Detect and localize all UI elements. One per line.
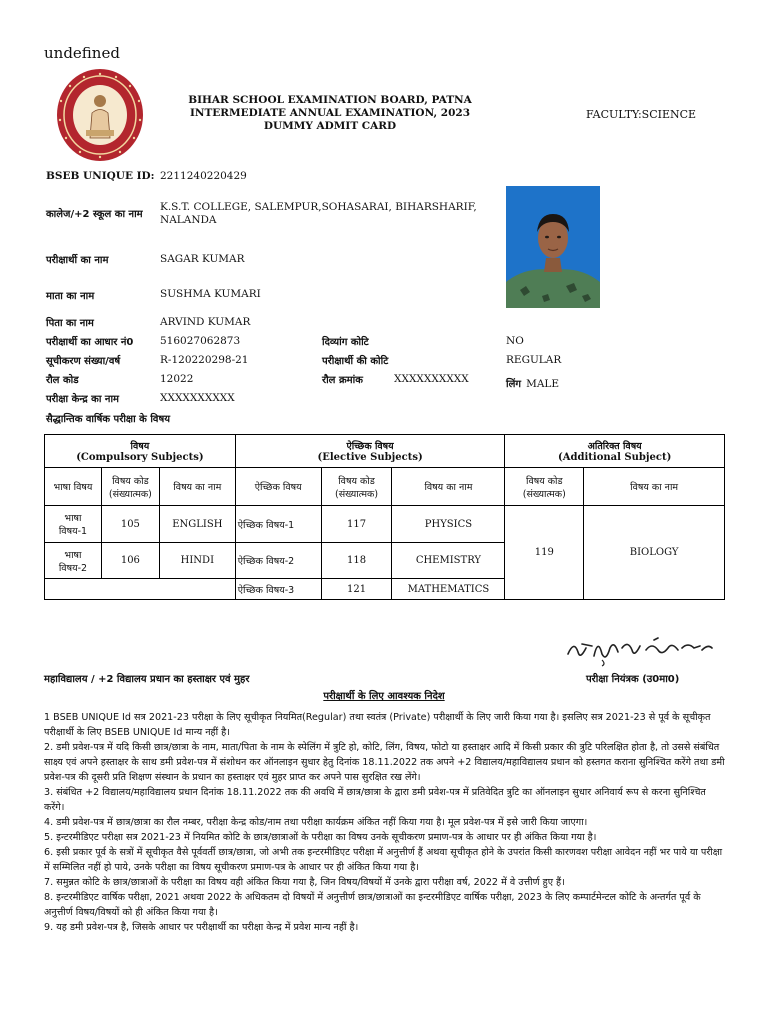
instruction-item: 6. इसी प्रकार पूर्व के सत्रों में सूचीकृत वैसे पूर्ववर्ती छात्र/छात्रा, जो अभी तक इन्टरमीडिएट परीक्षा में अनुत्तीर्ण हैं अथवा सूचीकृत होने के उपरांत किसी कारणवश परीक्षा आवेदन नहीं भर पाये या परीक्षा में सम्मिलित नहीं हो पाये, उनके परीक्षा का विषय सूचीकरण प्रमाण-पत्र के आधार पर ही अंकित किया गया है। bbox=[44, 847, 723, 873]
col-name-elective: विषय का नाम bbox=[392, 468, 505, 506]
instruction-item: 4. डमी प्रवेश-पत्र में छात्र/छात्रा का रौल नम्बर, परीक्षा केन्द्र कोड/नाम तथा परीक्षा कार्यक्रम अंकित नहीं किया गया है। मूल प्रवेश-पत्र में इसे जारी किया जाएगा। bbox=[44, 817, 588, 828]
instruction-item: 5. इन्टरमीडिएट परीक्षा सत्र 2021-23 में नियमित कोटि के छात्र/छात्राओं के परीक्षा का विषय उनके सूचीकरण प्रमाण-पत्र के आधार पर ही अंकित किया गया है। bbox=[44, 832, 597, 843]
candidate-name-label: परीक्षार्थी का नाम bbox=[46, 255, 109, 266]
elective-header-english: (Elective Subjects) bbox=[317, 452, 423, 463]
bseb-logo-seal bbox=[56, 68, 144, 162]
col-code-additional bbox=[505, 468, 584, 506]
col-code-line1: विषय कोड bbox=[338, 475, 375, 487]
disability-value: NO bbox=[506, 335, 524, 347]
college-line-1: K.S.T. COLLEGE, SALEMPUR,SOHASARAI, BIHARSHARIF, bbox=[160, 201, 477, 213]
theory-subjects-heading: सैद्धान्तिक वार्षिक परीक्षा के विषय bbox=[46, 414, 171, 425]
principal-signature-caption: महाविद्यालय / +2 विद्यालय प्रधान का हस्ताक्षर एवं मुहर bbox=[44, 674, 250, 685]
col-code-line1: विषय कोड bbox=[526, 475, 563, 487]
aadhaar-label: परीक्षार्थी का आधार नं0 bbox=[46, 337, 134, 348]
elective-subject-1-label: ऐच्छिक विषय-1 bbox=[235, 506, 321, 543]
unique-id-value: 2211240220429 bbox=[160, 170, 247, 182]
unique-id-label: BSEB UNIQUE ID: bbox=[46, 170, 155, 182]
elective-subject-1-name: PHYSICS bbox=[392, 506, 505, 543]
mother-name-label: माता का नाम bbox=[46, 291, 95, 302]
college-line-2: NALANDA bbox=[160, 214, 217, 226]
compulsory-header-hindi: विषय bbox=[130, 441, 150, 452]
gender-label: लिंग bbox=[506, 379, 521, 390]
instruction-item: 9. यह डमी प्रवेश-पत्र है, जिसके आधार पर परीक्षार्थी का परीक्षा केन्द्र में प्रवेश मान्य नहीं है। bbox=[44, 922, 359, 933]
col-code-elective bbox=[321, 468, 392, 506]
gender-field bbox=[506, 372, 559, 391]
college-value bbox=[160, 201, 477, 227]
disability-label: दिव्यांग कोटि bbox=[322, 337, 369, 348]
lang1-line1: भाषा bbox=[64, 513, 82, 524]
lang1-line2: विषय-1 bbox=[58, 526, 88, 537]
registration-label: सूचीकरण संख्या/वर्ष bbox=[46, 356, 121, 367]
col-code-line2: (संख्यात्मक) bbox=[522, 488, 566, 500]
top-text: undefined bbox=[44, 44, 120, 62]
instruction-item: 3. संबंधित +2 विद्यालय/महाविद्यालय प्रधान दिनांक 18.11.2022 तक की अवधि में छात्र/छात्रा के द्वारा डमी प्रवेश-पत्र में प्रतिवेदित त्रुटि का ऑनलाइन सुधार अनिवार्य रूप से करना सुनिश्चित करेंगे। bbox=[44, 787, 706, 813]
table-column-header-row bbox=[45, 468, 725, 506]
elective-subject-2-name: CHEMISTRY bbox=[392, 543, 505, 579]
table-row bbox=[45, 506, 725, 543]
subjects-table bbox=[44, 434, 725, 600]
category-value: REGULAR bbox=[506, 354, 562, 366]
header-exam-name: INTERMEDIATE ANNUAL EXAMINATION, 2023 bbox=[189, 107, 471, 119]
language-subject-2-label bbox=[45, 543, 102, 579]
roll-number-label: रौल क्रमांक bbox=[322, 375, 363, 386]
lang2-line1: भाषा bbox=[64, 549, 82, 561]
aadhaar-value: 516027062873 bbox=[160, 335, 241, 347]
additional-group-header bbox=[505, 435, 725, 468]
faculty: FACULTY:SCIENCE bbox=[586, 108, 697, 121]
mother-name-value: SUSHMA KUMARI bbox=[160, 288, 261, 300]
instructions-list bbox=[44, 710, 729, 935]
additional-header-english: (Additional Subject) bbox=[558, 452, 672, 463]
col-code-line1: विषय कोड bbox=[112, 475, 149, 487]
controller-caption: परीक्षा नियंत्रक (उ0मा0) bbox=[586, 674, 680, 685]
language-subject-2-name: HINDI bbox=[159, 543, 235, 579]
col-code-line2: (संख्यात्मक) bbox=[335, 488, 379, 500]
controller-signature bbox=[562, 634, 722, 668]
table-group-header-row bbox=[45, 435, 725, 468]
instruction-item: 2. डमी प्रवेश-पत्र में यदि किसी छात्र/छात्रा के नाम, माता/पिता के नाम के स्पेलिंग में त्रुटि हो, कोटि, लिंग, विषय, फोटो या हस्ताक्षर आदि में किसी प्रकार की त्रुटि परिलक्षित होता है, तो उससे संबंधित साक्ष्य एवं अपने हस्ताक्षर के साथ डमी प्रवेश-पत्र में संशोधन कर ऑनलाइन सुधार हेतु दिनांक 18.11.2022 तक अपने +2 विद्यालय/महाविद्यालय प्रधान को हस्तगत कराना सुनिश्चित करेंगे तथा डमी प्रवेश-पत्र की दूसरी प्रति शिक्षण संस्थान के प्रधान का हस्ताक्षर एवं मुहर प्राप्त कर अपने पास सुरक्षित रख लेंगे। bbox=[44, 742, 725, 783]
language-subject-1-name: ENGLISH bbox=[159, 506, 235, 543]
elective-group-header bbox=[235, 435, 505, 468]
additional-subject-name: BIOLOGY bbox=[584, 506, 725, 600]
header-board-name: BIHAR SCHOOL EXAMINATION BOARD, PATNA bbox=[188, 94, 472, 106]
elective-subject-3-name: MATHEMATICS bbox=[392, 579, 505, 600]
instruction-item: 1 BSEB UNIQUE Id सत्र 2021-23 परीक्षा के लिए सूचीकृत नियमित(Regular) तथा स्वतंत्र (Private) परीक्षार्थी के लिए जारी किया गया है। इसलिए सत्र 2021-23 से पूर्व के सूचीकृत परीक्षार्थी के लिए BSEB UNIQUE Id मान्य नहीं है। bbox=[44, 712, 711, 738]
col-elective-subject: ऐच्छिक विषय bbox=[235, 468, 321, 506]
compulsory-header-english: (Compulsory Subjects) bbox=[76, 452, 204, 463]
empty-cell bbox=[45, 579, 236, 600]
language-subject-1-code: 105 bbox=[101, 506, 159, 543]
instruction-item: 8. इन्टरमीडिएट वार्षिक परीक्षा, 2021 अथवा 2022 के अधिकतम दो विषयों में अनुत्तीर्ण छात्र/छात्राओं का इन्टरमीडिएट वार्षिक परीक्षा, 2023 के लिए कम्पार्टमेन्टल कोटि के अन्तर्गत पूर्व के अनुत्तीर्ण विषय/विषयों को ही अंकित किया गया है। bbox=[44, 892, 701, 918]
header-card-type: DUMMY ADMIT CARD bbox=[263, 120, 397, 132]
exam-centre-label: परीक्षा केन्द्र का नाम bbox=[46, 394, 120, 405]
board-header bbox=[150, 94, 510, 133]
college-label: कालेज/+2 स्कूल का नाम bbox=[46, 209, 143, 220]
col-code-compulsory bbox=[101, 468, 159, 506]
father-name-value: ARVIND KUMAR bbox=[160, 316, 251, 328]
instructions-title: परीक्षार्थी के लिए आवश्यक निदेश bbox=[323, 691, 445, 702]
roll-number-value: XXXXXXXXXX bbox=[394, 373, 469, 385]
elective-subject-1-code: 117 bbox=[321, 506, 392, 543]
language-subject-2-code: 106 bbox=[101, 543, 159, 579]
gender-value: MALE bbox=[526, 378, 560, 390]
elective-header-hindi: ऐच्छिक विषय bbox=[346, 441, 394, 452]
elective-subject-2-code: 118 bbox=[321, 543, 392, 579]
roll-code-label: रौल कोड bbox=[46, 375, 79, 386]
roll-code-value: 12022 bbox=[160, 373, 194, 385]
additional-subject-code: 119 bbox=[505, 506, 584, 600]
language-subject-1-label bbox=[45, 506, 102, 543]
candidate-photo bbox=[506, 186, 600, 308]
col-language-subject: भाषा विषय bbox=[45, 468, 102, 506]
exam-centre-value: XXXXXXXXXX bbox=[160, 392, 235, 404]
instruction-item: 7. समुन्नत कोटि के छात्र/छात्राओं के परीक्षा का विषय वही अंकित किया गया है, जिन विषय/विषयों में उनके द्वारा परीक्षा वर्ष, 2022 में वे उत्तीर्ण हुए हैं। bbox=[44, 877, 565, 888]
elective-subject-3-code: 121 bbox=[321, 579, 392, 600]
father-name-label: पिता का नाम bbox=[46, 318, 94, 329]
elective-subject-3-label: ऐच्छिक विषय-3 bbox=[235, 579, 321, 600]
elective-subject-2-label: ऐच्छिक विषय-2 bbox=[235, 543, 321, 579]
category-label: परीक्षार्थी की कोटि bbox=[322, 356, 389, 367]
lang2-line2: विषय-2 bbox=[58, 562, 88, 574]
registration-value: R-120220298-21 bbox=[160, 354, 249, 366]
col-name-compulsory: विषय का नाम bbox=[159, 468, 235, 506]
col-name-additional: विषय का नाम bbox=[584, 468, 725, 506]
candidate-name-value: SAGAR KUMAR bbox=[160, 253, 245, 265]
additional-header-hindi: अतिरिक्त विषय bbox=[587, 441, 642, 452]
col-code-line2: (संख्यात्मक) bbox=[108, 488, 152, 500]
compulsory-group-header bbox=[45, 435, 236, 468]
